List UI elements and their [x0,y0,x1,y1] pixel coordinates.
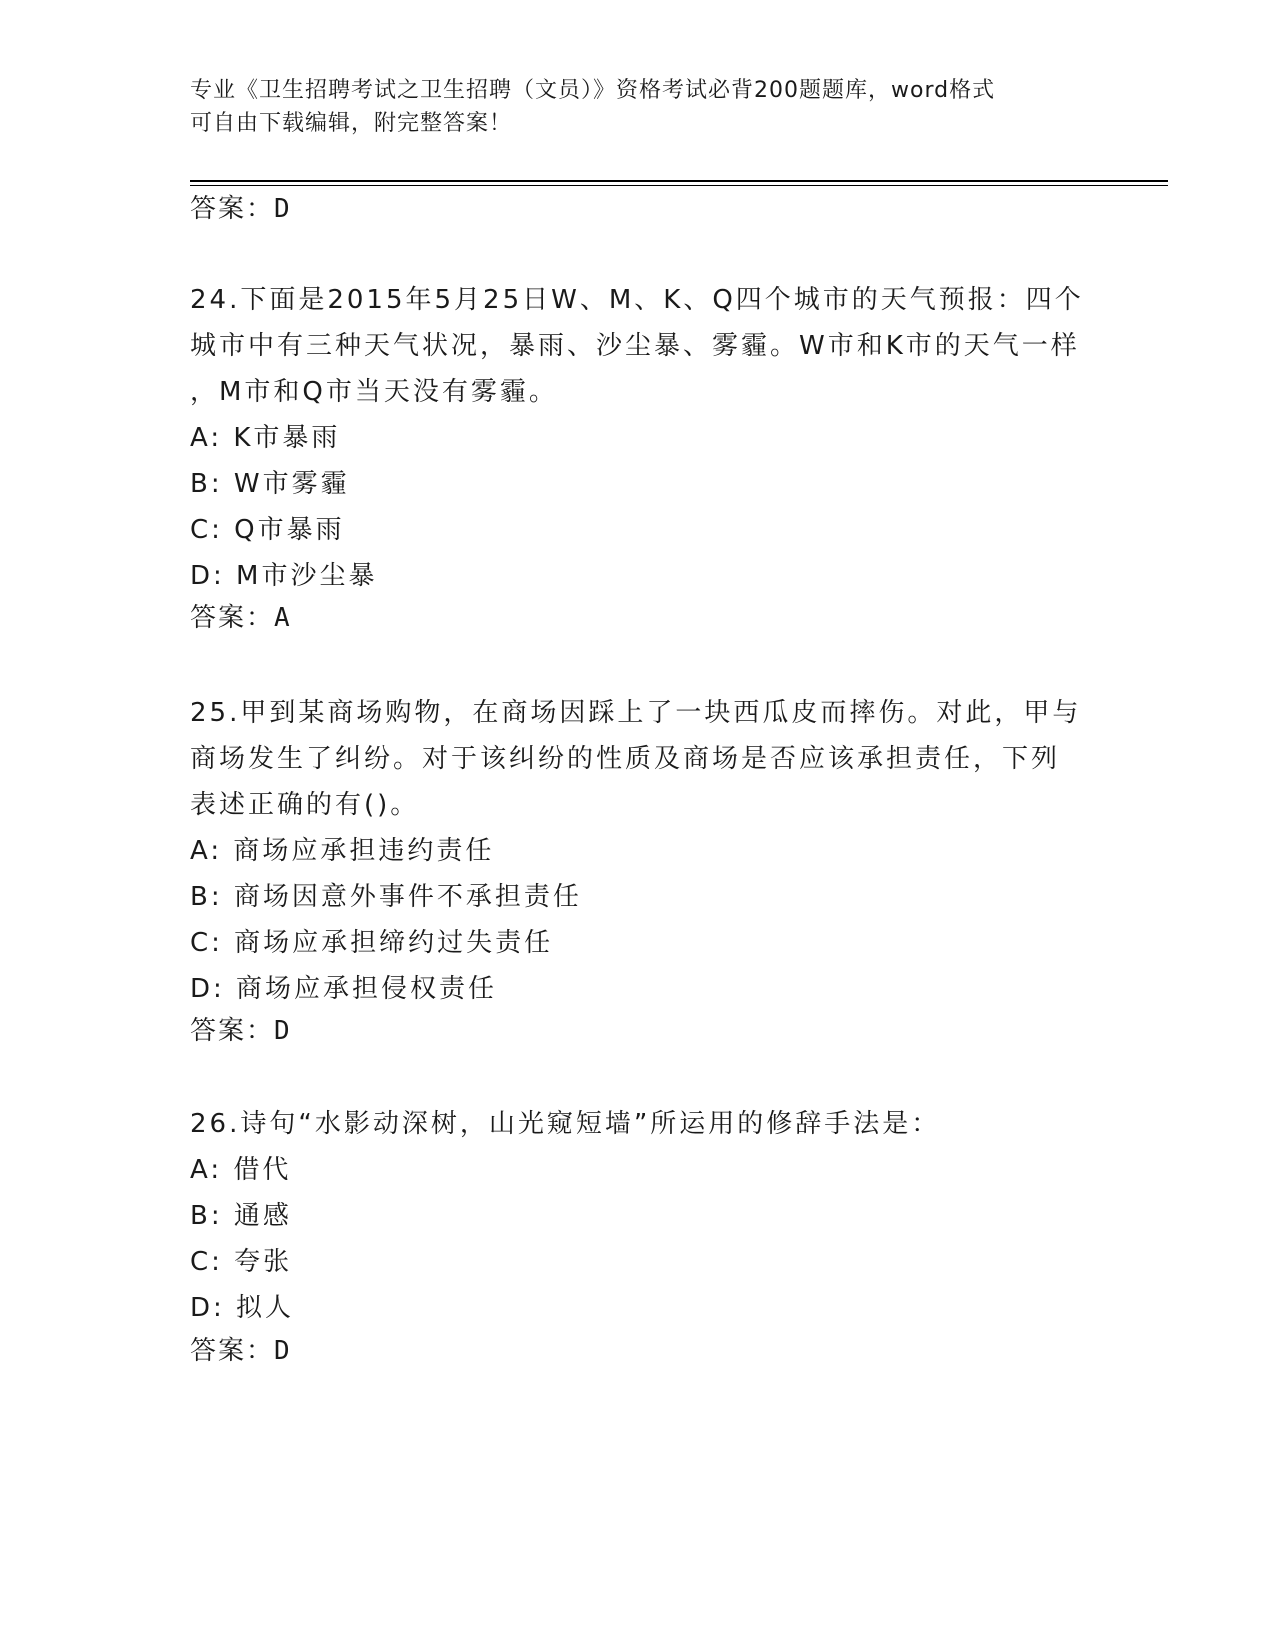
answer-26 [190,1330,292,1367]
answer-label: 答案： [190,1336,275,1366]
header-line-2: 可自由下载编辑，附完整答案！ [190,111,513,136]
question-25 [190,690,1100,1012]
answer-label: 答案： [190,603,275,633]
answer-label: 答案： [190,1016,275,1046]
question-text-line: 25.甲到某商场购物，在商场因踩上了一块西瓜皮而摔伤。对此，甲与 [190,698,1082,728]
option-d: D: M市沙尘暴 [190,561,378,591]
header-divider-thin [190,185,1168,186]
answer-25 [190,1010,292,1047]
answer-value: D [274,194,292,224]
previous-answer [190,188,292,225]
option-b: B: 通感 [190,1201,292,1231]
option-c: C: Q市暴雨 [190,515,345,545]
option-a: A: K市暴雨 [190,423,341,453]
option-d: D: 商场应承担侵权责任 [190,974,498,1004]
header-line-1: 专业《卫生招聘考试之卫生招聘（文员）》资格考试必背200题题库，word格式 [190,78,996,103]
option-a: A: 借代 [190,1155,292,1185]
question-text-line: ，M市和Q市当天没有雾霾。 [190,377,558,407]
answer-24 [190,597,292,634]
question-text-line: 商场发生了纠纷。对于该纠纷的性质及商场是否应该承担责任，下列 [190,744,1061,774]
answer-label: 答案： [190,194,275,224]
option-b: B: 商场因意外事件不承担责任 [190,882,582,912]
question-text-line: 表述正确的有()。 [190,790,420,820]
question-text-line: 城市中有三种天气状况，暴雨、沙尘暴、雾霾。W市和K市的天气一样 [190,331,1080,361]
question-text-line: 26.诗句“水影动深树，山光窥短墙”所运用的修辞手法是： [190,1109,941,1139]
header-divider [190,180,1168,182]
answer-value: A [274,603,292,633]
answer-value: D [274,1336,292,1366]
question-text-line: 24.下面是2015年5月25日W、M、K、Q四个城市的天气预报：四个 [190,285,1084,315]
document-header [190,74,1090,140]
option-c: C: 商场应承担缔约过失责任 [190,928,554,958]
question-26 [190,1101,1100,1331]
option-d: D: 拟人 [190,1293,295,1323]
question-24 [190,277,1100,599]
answer-value: D [274,1016,292,1046]
option-a: A: 商场应承担违约责任 [190,836,495,866]
option-b: B: W市雾霾 [190,469,350,499]
option-c: C: 夸张 [190,1247,293,1277]
